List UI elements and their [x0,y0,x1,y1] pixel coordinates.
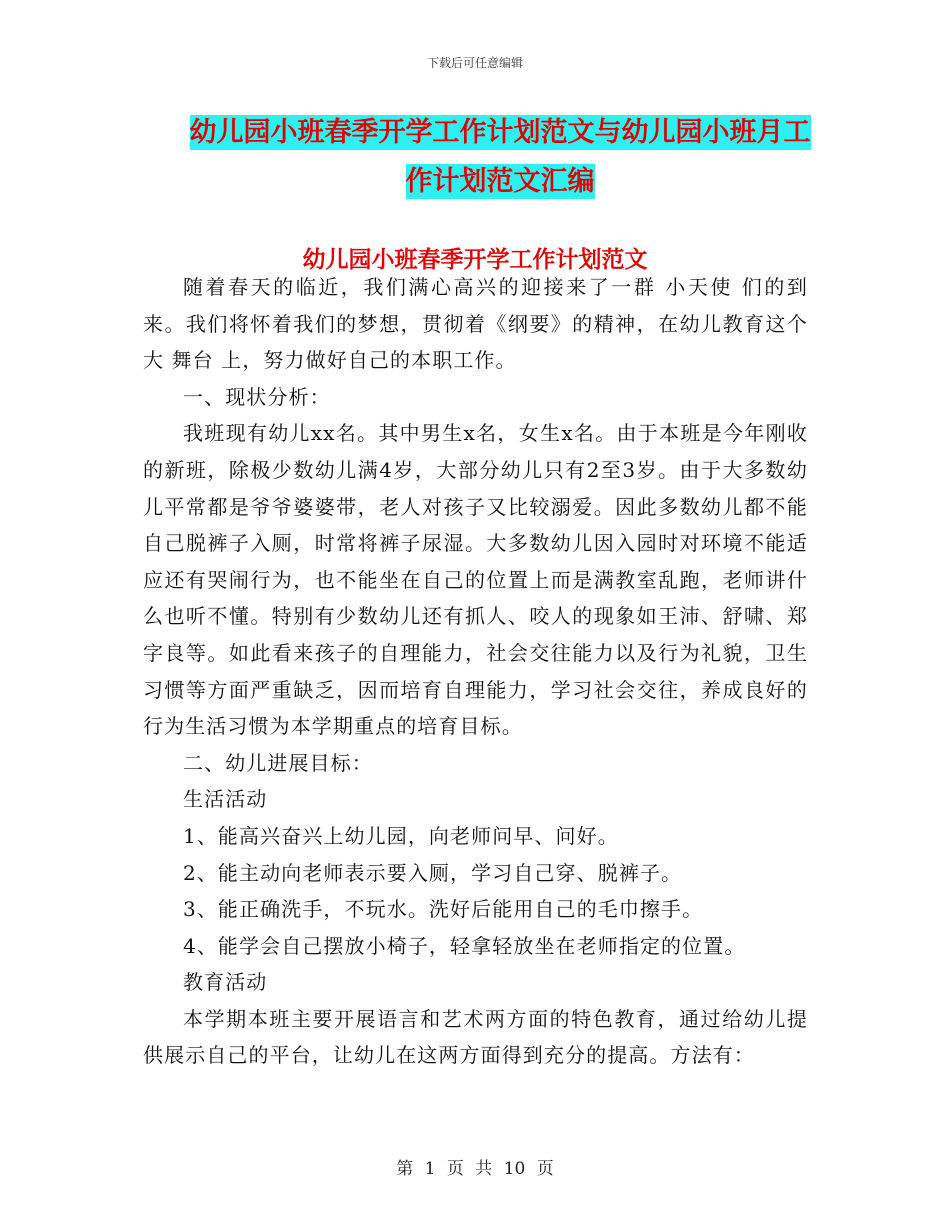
section-title: 幼儿园小班春季开学工作计划范文 [302,246,648,273]
subheading-education: 教育活动 [183,970,268,995]
document-body [143,269,808,1074]
document-title [140,108,860,206]
header-note: 下载后可任意编辑 [426,56,523,70]
heading-development-goals: 二、幼儿进展目标： [183,750,373,775]
list-item: 2、能主动向老师表示要入厕，学习自己穿、脱裤子。 [183,860,683,885]
document-title-line-1: 幼儿园小班春季开学工作计划范文与幼儿园小班月工 [189,117,811,148]
document-title-line-2: 作计划范文汇编 [405,166,595,197]
subheading-daily-life: 生活活动 [183,787,268,812]
list-item: 3、能正确洗手，不玩水。洗好后能用自己的毛巾擦手。 [183,897,704,922]
list-item: 1、能高兴奋兴上幼儿园，向老师问早、问好。 [183,823,619,848]
page-number: 第 1 页 共 10 页 [396,1159,554,1179]
paragraph-status: 我班现有幼儿xx名。其中男生x名，女生x名。由于本班是今年刚收的新班，除极少数幼儿满4岁，大部分幼儿只有2至3岁。由于大多数幼儿平常都是爷爷婆婆带，老人对孩子又比较溺爱。因此多数幼儿都不能自己脱裤子入厕，时常将裤子尿湿。大多数幼儿因入园时对环境不能适应还有哭闹行为，也不能坐在自己的位置上而是满教室乱跑，老师讲什么也听不懂。特别有少数幼儿还有抓人、咬人的现象如王沛、舒啸、郑字良等。如此看来孩子的自理能力，社会交往能力以及行为礼貌，卫生习惯等方面严重缺乏，因而培育自理能力，学习社会交往，养成良好的行为生活习惯为本学期重点的培育目标。 [143,421,808,739]
paragraph-education: 本学期本班主要开展语言和艺术两方面的特色教育，通过给幼儿提供展示自己的平台，让幼儿在这两方面得到充分的提高。方法有： [143,1006,808,1068]
paragraph-intro: 随着春天的临近，我们满心高兴的迎接来了一群 小天使 们的到来。我们将怀着我们的梦想，贯彻着《纲要》的精神，在幼儿教育这个大 舞台 上，努力做好自己的本职工作。 [143,275,808,373]
heading-status-analysis: 一、现状分析： [183,384,331,409]
list-item: 4、能学会自己摆放小椅子，轻拿轻放坐在老师指定的位置。 [183,933,746,958]
